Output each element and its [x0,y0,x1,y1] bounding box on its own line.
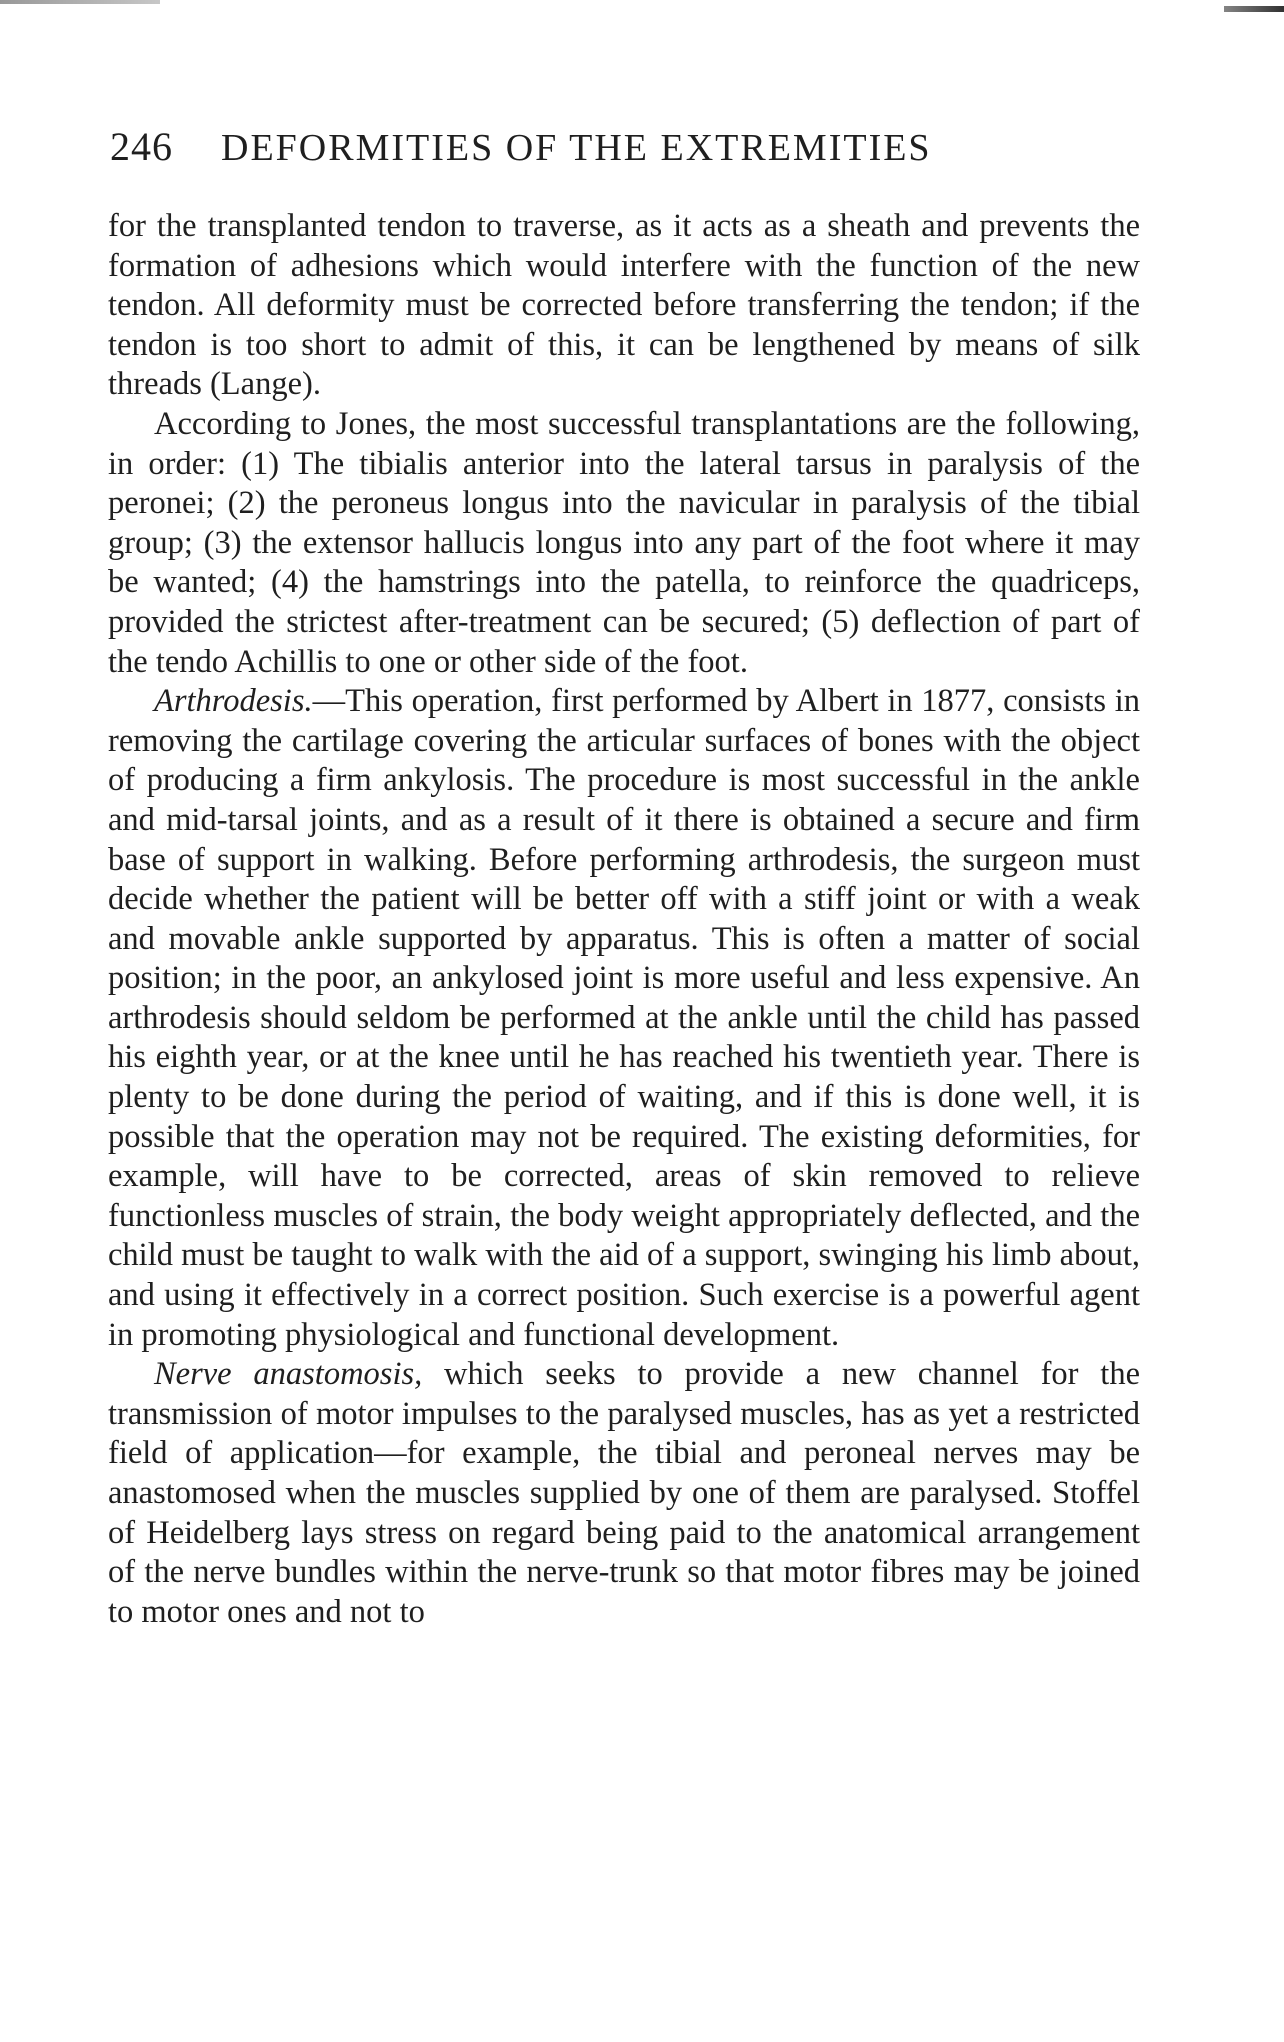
paragraph-text: for the transplanted tendon to traverse, as it acts as a sheath and prevents the formation of adhesions which would interfere with the function of the new tendon. All deformity must be corrected before transferring the tendon; if the tendon is too short to admit of this, it can be lengthened by means of silk threads (Lange). [108,208,1140,403]
paragraph-text: —This operation, first performed by Albert in 1877, consists in removing the cartilage covering the articular surfaces of bones with the object of producing a firm ankylosis. The procedure is most successful in the ankle and mid-tarsal joints, and as a result of it there is obtained a secure and firm base of support in walking. Before performing arthrodesis, the surgeon must decide whether the patient will be better off with a stiff joint or with a weak and movable ankle supported by apparatus. This is often a matter of social position; in the poor, an ankylosed joint is more useful and less expensive. An arthrodesis should seldom be performed at the ankle until the child has passed his eighth year, or at the knee until he has reached his twentieth year. There is plenty to be done during the period of waiting, and if this is done well, it is possible that the operation may not be required. The existing deformities, for example, will have to be corrected, areas of skin removed to relieve functionless muscles of strain, the body weight appropriately deflected, and the child must be taught to walk with the aid of a support, swinging his limb about, and using it effectively in a correct position. Such exercise is a powerful agent in promoting physiological and functional development. [108,683,1140,1353]
page-edge-mark-right [1224,6,1284,12]
body-text [108,207,1140,1632]
paragraph-nerve-anastomosis [108,1355,1140,1632]
page-header [110,110,1150,170]
paragraph-text: which seeks to provide a new channel for the transmission of motor impulses to the paralysed muscles, has as yet a restricted field of application—for example, the tibial and peroneal nerves may be anastomosed when the muscles supplied by one of them are paralysed. Stoffel of Heidelberg lays stress on regard being paid to the anatomical arrangement of the nerve bundles within the nerve-trunk so that motor fibres may be joined to motor ones and not to [108,1356,1140,1630]
running-head: DEFORMITIES OF THE EXTREMITIES [221,127,932,169]
page-number: 246 [110,124,173,169]
paragraph-continuation [108,207,1140,405]
page-edge-mark-top [0,0,160,4]
paragraph-text: According to Jones, the most successful transplantations are the following, in order: (1) The tibialis anterior into the lateral tarsus in paralysis of the peronei; (2) the peroneus longus into the navicular in paralysis of the tibial group; (3) the extensor hallucis longus into any part of the foot where it may be wanted; (4) the hamstrings into the patella, to reinforce the quadriceps, provided the strictest after-treatment can be secured; (5) deflection of part of the tendo Achillis to one or other side of the foot. [108,405,1140,680]
section-lead-arthrodesis: Arthrodesis. [154,683,313,720]
paragraph-arthrodesis [108,682,1140,1355]
section-lead-nerve-anastomosis: Nerve anastomosis, [154,1356,423,1393]
paragraph-transplantations [108,405,1140,682]
